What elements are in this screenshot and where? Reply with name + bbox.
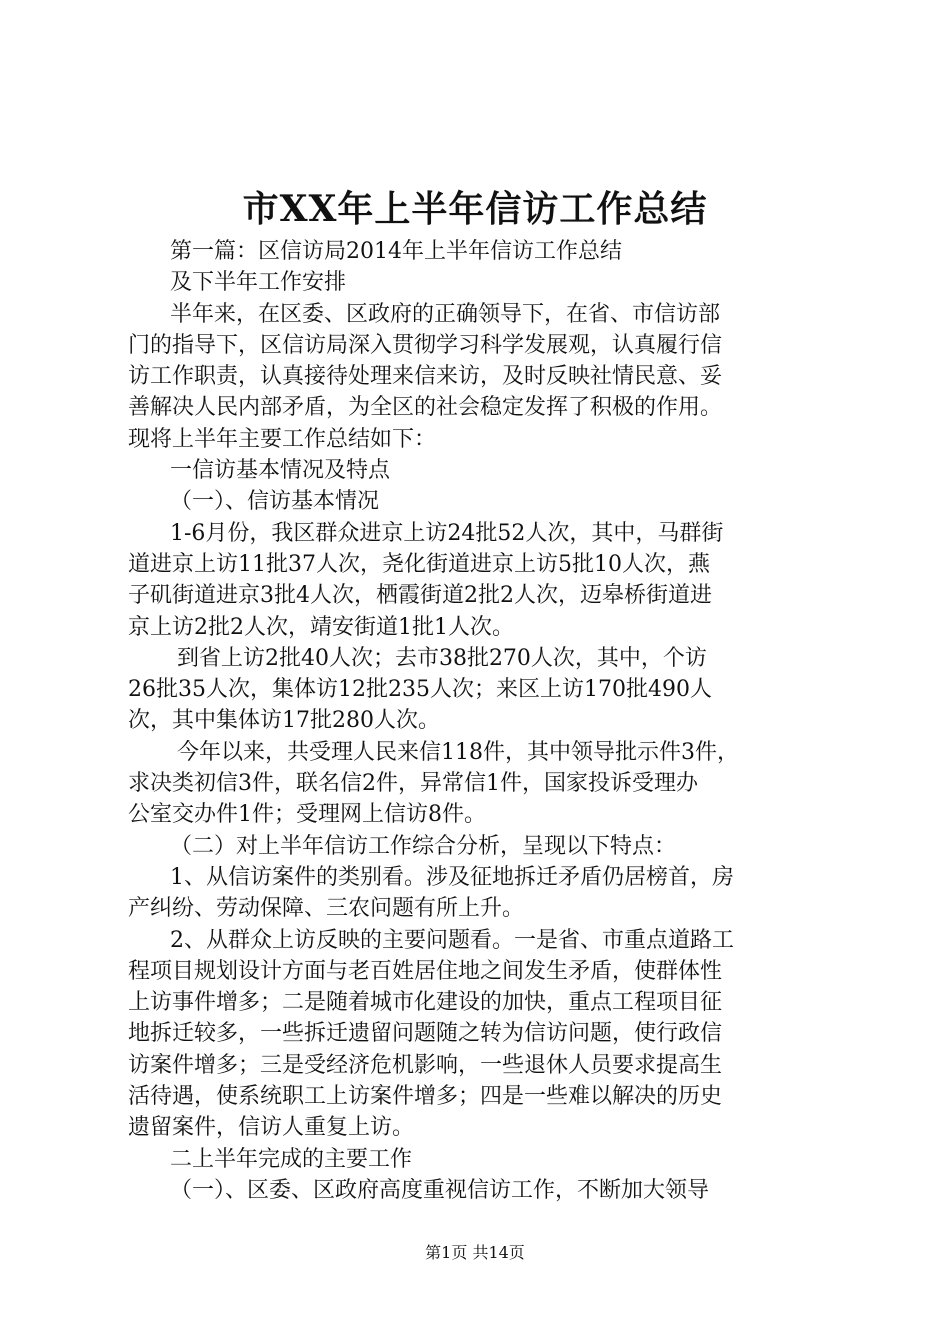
body-line: 访案件增多；三是受经济危机影响，一些退休人员要求提高生 bbox=[128, 1052, 723, 1078]
body-line: 遗留案件，信访人重复上访。 bbox=[128, 1115, 415, 1141]
body-line: 京上访2批2人次，靖安街道1批1人次。 bbox=[128, 614, 514, 640]
body-line: 子矶街道进京3批4人次，栖霞街道2批2人次，迈皋桥街道进 bbox=[128, 583, 712, 609]
document-title: 市XX年上半年信访工作总结 bbox=[242, 188, 708, 230]
body-line: 公室交办件1件；受理网上信访8件。 bbox=[128, 802, 486, 828]
body-line: 善解决人民内部矛盾，为全区的社会稳定发挥了积极的作用。 bbox=[128, 395, 723, 421]
body-line: 活待遇，使系统职工上访案件增多；四是一些难以解决的历史 bbox=[128, 1084, 723, 1110]
body-line: 半年来，在区委、区政府的正确领导下，在省、市信访部 bbox=[128, 301, 720, 327]
body-line: （一）、信访基本情况 bbox=[128, 489, 379, 515]
body-line: 1、从信访案件的类别看。涉及征地拆迁矛盾仍居榜首，房 bbox=[128, 864, 734, 890]
document-body bbox=[128, 236, 828, 1206]
body-line: 次，其中集体访17批280人次。 bbox=[128, 708, 440, 734]
body-line: 一信访基本情况及特点 bbox=[128, 458, 390, 484]
body-line: 地拆迁较多，一些拆迁遗留问题随之转为信访问题，使行政信 bbox=[128, 1021, 723, 1047]
body-line: （一）、区委、区政府高度重视信访工作，不断加大领导 bbox=[128, 1177, 709, 1203]
body-line: （二）对上半年信访工作综合分析，呈现以下特点： bbox=[128, 833, 676, 859]
body-line: 上访事件增多；二是随着城市化建设的加快，重点工程项目征 bbox=[128, 990, 723, 1016]
body-line: 门的指导下，区信访局深入贯彻学习科学发展观，认真履行信 bbox=[128, 332, 723, 358]
body-line: 道进京上访11批37人次，尧化街道进京上访5批10人次，燕 bbox=[128, 551, 710, 577]
body-line: 今年以来，共受理人民来信118件，其中领导批示件3件， bbox=[128, 739, 739, 765]
body-line: 二上半年完成的主要工作 bbox=[128, 1146, 412, 1172]
body-line: 第一篇：区信访局2014年上半年信访工作总结 bbox=[128, 239, 622, 264]
body-line: 1-6月份，我区群众进京上访24批52人次，其中，马群街 bbox=[128, 520, 724, 546]
page-footer: 第1页 共14页 bbox=[425, 1243, 525, 1262]
body-line: 及下半年工作安排 bbox=[128, 270, 346, 296]
body-line: 2、从群众上访反映的主要问题看。一是省、市重点道路工 bbox=[128, 927, 734, 953]
body-line: 到省上访2批40人次；去市38批270人次，其中，个访 bbox=[128, 645, 707, 671]
body-line: 程项目规划设计方面与老百姓居住地之间发生矛盾，使群体性 bbox=[128, 958, 723, 984]
body-line: 26批35人次，集体访12批235人次；来区上访170批490人 bbox=[128, 677, 712, 703]
body-line: 现将上半年主要工作总结如下： bbox=[128, 426, 437, 452]
body-line: 求决类初信3件，联名信2件，异常信1件，国家投诉受理办 bbox=[128, 771, 698, 797]
body-line: 访工作职责，认真接待处理来信来访，及时反映社情民意、妥 bbox=[128, 364, 723, 390]
body-line: 产纠纷、劳动保障、三农问题有所上升。 bbox=[128, 896, 525, 922]
